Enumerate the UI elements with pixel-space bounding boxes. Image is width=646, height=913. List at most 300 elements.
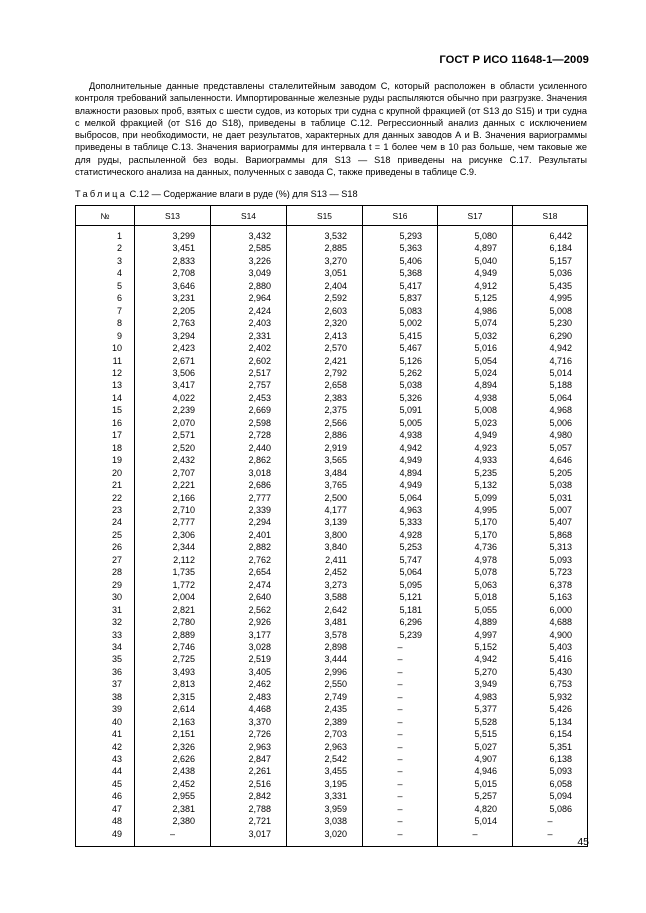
row-number-cell: 27 [76, 554, 135, 566]
value-cell: 5,134 [513, 716, 588, 728]
value-cell: 4,894 [438, 379, 513, 391]
table-row [76, 741, 588, 753]
table-row [76, 267, 588, 279]
table-row [76, 454, 588, 466]
value-cell: 4,646 [513, 454, 588, 466]
value-cell: 2,326 [135, 741, 211, 753]
value-cell: 4,942 [438, 653, 513, 665]
value-cell: 3,049 [211, 267, 287, 279]
value-cell: 5,188 [513, 379, 588, 391]
value-cell: 3,020 [287, 828, 363, 847]
row-number-cell: 14 [76, 392, 135, 404]
value-cell: 6,378 [513, 579, 588, 591]
table-row [76, 716, 588, 728]
value-cell: 5,333 [363, 516, 438, 528]
value-cell: 2,710 [135, 504, 211, 516]
value-cell: 5,181 [363, 604, 438, 616]
value-cell: 4,942 [513, 342, 588, 354]
table-row [76, 753, 588, 765]
row-number-cell: 11 [76, 355, 135, 367]
value-cell: 5,152 [438, 641, 513, 653]
value-cell: 4,889 [438, 616, 513, 628]
value-cell: 5,377 [438, 703, 513, 715]
header-cell-s13: S13 [135, 206, 211, 226]
value-cell: 4,897 [438, 242, 513, 254]
value-cell: 3,273 [287, 579, 363, 591]
value-cell: 2,654 [211, 566, 287, 578]
value-cell: 4,946 [438, 765, 513, 777]
value-cell: 2,721 [211, 815, 287, 827]
value-cell: 5,083 [363, 305, 438, 317]
value-cell: 2,792 [287, 367, 363, 379]
value-cell: 3,800 [287, 529, 363, 541]
value-cell: 2,517 [211, 367, 287, 379]
value-cell: 3,484 [287, 467, 363, 479]
row-number-cell: 44 [76, 765, 135, 777]
value-cell: 5,038 [513, 479, 588, 491]
value-cell: 4,736 [438, 541, 513, 553]
value-cell: 2,862 [211, 454, 287, 466]
header-cell-s16: S16 [363, 206, 438, 226]
value-cell: 5,024 [438, 367, 513, 379]
table-row [76, 442, 588, 454]
value-cell: 2,423 [135, 342, 211, 354]
value-cell: 1,735 [135, 566, 211, 578]
value-cell: – [363, 716, 438, 728]
value-cell: 5,157 [513, 255, 588, 267]
value-cell: 5,351 [513, 741, 588, 753]
table-row [76, 653, 588, 665]
value-cell: 2,728 [211, 429, 287, 441]
row-number-cell: 36 [76, 666, 135, 678]
value-cell: 3,646 [135, 280, 211, 292]
value-cell: 2,749 [287, 691, 363, 703]
value-cell: 5,125 [438, 292, 513, 304]
table-row [76, 417, 588, 429]
table-row [76, 641, 588, 653]
row-number-cell: 42 [76, 741, 135, 753]
value-cell: 4,983 [438, 691, 513, 703]
value-cell: 5,038 [363, 379, 438, 391]
row-number-cell: 5 [76, 280, 135, 292]
row-number-cell: 1 [76, 226, 135, 243]
table-row [76, 317, 588, 329]
table-caption-label: Таблица [75, 189, 128, 199]
value-cell: 2,726 [211, 728, 287, 740]
value-cell: 5,032 [438, 330, 513, 342]
value-cell: 5,014 [438, 815, 513, 827]
value-cell: – [363, 703, 438, 715]
value-cell: 3,949 [438, 678, 513, 690]
header-cell-s14: S14 [211, 206, 287, 226]
value-cell: 5,040 [438, 255, 513, 267]
value-cell: 5,467 [363, 342, 438, 354]
value-cell: 2,500 [287, 492, 363, 504]
value-cell: 3,840 [287, 541, 363, 553]
value-cell: 2,571 [135, 429, 211, 441]
value-cell: 4,986 [438, 305, 513, 317]
value-cell: 2,411 [287, 554, 363, 566]
value-cell: 5,064 [363, 566, 438, 578]
value-cell: 2,166 [135, 492, 211, 504]
table-row [76, 554, 588, 566]
value-cell: 5,078 [438, 566, 513, 578]
row-number-cell: 7 [76, 305, 135, 317]
value-cell: – [363, 815, 438, 827]
table-row [76, 330, 588, 342]
value-cell: 3,195 [287, 778, 363, 790]
value-cell: 2,070 [135, 417, 211, 429]
value-cell: 6,296 [363, 616, 438, 628]
table-header-row [76, 206, 588, 226]
value-cell: – [363, 653, 438, 665]
value-cell: 5,417 [363, 280, 438, 292]
value-cell: 5,074 [438, 317, 513, 329]
value-cell: 2,963 [211, 741, 287, 753]
value-cell: 2,603 [287, 305, 363, 317]
row-number-cell: 45 [76, 778, 135, 790]
value-cell: 4,949 [438, 267, 513, 279]
table-row [76, 815, 588, 827]
value-cell: 4,942 [363, 442, 438, 454]
intro-paragraph: Дополнительные данные представлены сталелитейным заводом С, который расположен в области усиленного контроля требований запыленности. Импортированные железные руды распыляются обычно при разгрузке. Значения влажности разовых проб, взятых с шести судов, из которых три судна с крупной фракцией (от S13 до S15) и три судна с мелкой фракцией (от S16 до S18), приведены в таблице С.12. Регрессионный анализ данных с исключением выбросов, при необходимости, не дает результатов, характерных для данных заводов А и В. Значения вариограммы приведены в таблице С.13. Значения вариограммы для интервала t = 1 более чем в 10 раз больше, чем таковые же для руды, распыленной без воды. Вариограммы для S13 — S18 приведены на рисунке С.17. Результаты статистического анализа на данных, полученных с завода С, также приведены в таблице С.9. [75, 81, 587, 177]
value-cell: 3,331 [287, 790, 363, 802]
value-cell: 5,007 [513, 504, 588, 516]
table-row [76, 492, 588, 504]
value-cell: 2,421 [287, 355, 363, 367]
table-row [76, 504, 588, 516]
value-cell: 2,516 [211, 778, 287, 790]
value-cell: 5,230 [513, 317, 588, 329]
value-cell: 2,520 [135, 442, 211, 454]
header-cell-s17: S17 [438, 206, 513, 226]
value-cell: 2,686 [211, 479, 287, 491]
value-cell: – [438, 828, 513, 847]
value-cell: 4,928 [363, 529, 438, 541]
value-cell: 1,772 [135, 579, 211, 591]
value-cell: 5,270 [438, 666, 513, 678]
value-cell: 2,669 [211, 404, 287, 416]
value-cell: 2,389 [287, 716, 363, 728]
value-cell: 6,058 [513, 778, 588, 790]
row-number-cell: 41 [76, 728, 135, 740]
value-cell: 5,132 [438, 479, 513, 491]
value-cell: 5,095 [363, 579, 438, 591]
value-cell: 2,401 [211, 529, 287, 541]
value-cell: 4,995 [513, 292, 588, 304]
value-cell: 2,452 [287, 566, 363, 578]
row-number-cell: 13 [76, 379, 135, 391]
value-cell: 4,923 [438, 442, 513, 454]
value-cell: 2,004 [135, 591, 211, 603]
value-cell: 5,015 [438, 778, 513, 790]
row-number-cell: 31 [76, 604, 135, 616]
row-number-cell: 17 [76, 429, 135, 441]
row-number-cell: 24 [76, 516, 135, 528]
row-number-cell: 26 [76, 541, 135, 553]
value-cell: 5,170 [438, 516, 513, 528]
value-cell: 2,642 [287, 604, 363, 616]
value-cell: 5,170 [438, 529, 513, 541]
value-cell: 2,438 [135, 765, 211, 777]
value-cell: 6,442 [513, 226, 588, 243]
table-row [76, 579, 588, 591]
value-cell: 2,880 [211, 280, 287, 292]
table-row [76, 429, 588, 441]
row-number-cell: 8 [76, 317, 135, 329]
table-row [76, 728, 588, 740]
table-row [76, 367, 588, 379]
value-cell: 5,163 [513, 591, 588, 603]
value-cell: 5,006 [513, 417, 588, 429]
row-number-cell: 49 [76, 828, 135, 847]
value-cell: 3,506 [135, 367, 211, 379]
value-cell: 2,746 [135, 641, 211, 653]
value-cell: 4,963 [363, 504, 438, 516]
value-cell: 2,882 [211, 541, 287, 553]
value-cell: 4,997 [438, 629, 513, 641]
value-cell: 3,432 [211, 226, 287, 243]
table-caption-title: С.12 — Содержание влаги в руде (%) для S13 — S18 [127, 189, 358, 199]
value-cell: 3,177 [211, 629, 287, 641]
value-cell: 4,933 [438, 454, 513, 466]
table-row [76, 828, 588, 847]
value-cell: 5,126 [363, 355, 438, 367]
value-cell: 2,294 [211, 516, 287, 528]
value-cell: 5,363 [363, 242, 438, 254]
row-number-cell: 21 [76, 479, 135, 491]
value-cell: – [363, 678, 438, 690]
table-row [76, 516, 588, 528]
header-cell-number: № [76, 206, 135, 226]
value-cell: 2,671 [135, 355, 211, 367]
row-number-cell: 40 [76, 716, 135, 728]
value-cell: 2,780 [135, 616, 211, 628]
table-row [76, 591, 588, 603]
value-cell: 2,708 [135, 267, 211, 279]
value-cell: 2,821 [135, 604, 211, 616]
value-cell: – [513, 815, 588, 827]
table-row [76, 541, 588, 553]
row-number-cell: 25 [76, 529, 135, 541]
row-number-cell: 35 [76, 653, 135, 665]
value-cell: 2,955 [135, 790, 211, 802]
value-cell: 5,723 [513, 566, 588, 578]
value-cell: 5,313 [513, 541, 588, 553]
header-cell-s15: S15 [287, 206, 363, 226]
row-number-cell: 22 [76, 492, 135, 504]
value-cell: 2,483 [211, 691, 287, 703]
value-cell: 3,139 [287, 516, 363, 528]
row-number-cell: 10 [76, 342, 135, 354]
value-cell: – [363, 828, 438, 847]
value-cell: 2,963 [287, 741, 363, 753]
value-cell: 3,451 [135, 242, 211, 254]
row-number-cell: 34 [76, 641, 135, 653]
value-cell: 2,885 [287, 242, 363, 254]
value-cell: 5,002 [363, 317, 438, 329]
intro-text [75, 80, 587, 178]
table-row [76, 803, 588, 815]
value-cell: 3,405 [211, 666, 287, 678]
value-cell: 5,515 [438, 728, 513, 740]
value-cell: 2,402 [211, 342, 287, 354]
value-cell: 2,453 [211, 392, 287, 404]
table-row [76, 280, 588, 292]
value-cell: 3,017 [211, 828, 287, 847]
value-cell: – [363, 778, 438, 790]
value-cell: 3,226 [211, 255, 287, 267]
value-cell: 5,121 [363, 591, 438, 603]
value-cell: 2,550 [287, 678, 363, 690]
row-number-cell: 12 [76, 367, 135, 379]
value-cell: 2,404 [287, 280, 363, 292]
value-cell: 2,592 [287, 292, 363, 304]
value-cell: 5,063 [438, 579, 513, 591]
value-cell: 5,262 [363, 367, 438, 379]
value-cell: 5,326 [363, 392, 438, 404]
table-row [76, 242, 588, 254]
table-row [76, 305, 588, 317]
value-cell: 2,519 [211, 653, 287, 665]
value-cell: 5,430 [513, 666, 588, 678]
value-cell: 2,542 [287, 753, 363, 765]
value-cell: – [363, 641, 438, 653]
value-cell: 2,626 [135, 753, 211, 765]
table-row [76, 226, 588, 243]
value-cell: 3,417 [135, 379, 211, 391]
value-cell: 2,440 [211, 442, 287, 454]
value-cell: 2,889 [135, 629, 211, 641]
table-row [76, 529, 588, 541]
value-cell: 5,036 [513, 267, 588, 279]
table-row [76, 778, 588, 790]
value-cell: 5,008 [513, 305, 588, 317]
value-cell: 2,403 [211, 317, 287, 329]
value-cell: 2,964 [211, 292, 287, 304]
value-cell: 5,435 [513, 280, 588, 292]
table-row [76, 604, 588, 616]
value-cell: 5,416 [513, 653, 588, 665]
value-cell: 2,375 [287, 404, 363, 416]
value-cell: 3,532 [287, 226, 363, 243]
moisture-table [75, 205, 588, 847]
value-cell: 5,932 [513, 691, 588, 703]
table-row [76, 379, 588, 391]
value-cell: 2,383 [287, 392, 363, 404]
value-cell: 5,205 [513, 467, 588, 479]
value-cell: 4,949 [363, 454, 438, 466]
value-cell: 2,562 [211, 604, 287, 616]
table-row [76, 292, 588, 304]
value-cell: 2,847 [211, 753, 287, 765]
value-cell: 4,688 [513, 616, 588, 628]
table-row [76, 678, 588, 690]
value-cell: 2,320 [287, 317, 363, 329]
value-cell: 4,995 [438, 504, 513, 516]
value-cell: 3,038 [287, 815, 363, 827]
value-cell: 6,138 [513, 753, 588, 765]
value-cell: 5,094 [513, 790, 588, 802]
value-cell: 4,968 [513, 404, 588, 416]
value-cell: 2,886 [287, 429, 363, 441]
value-cell: 3,565 [287, 454, 363, 466]
value-cell: 6,000 [513, 604, 588, 616]
value-cell: 2,777 [211, 492, 287, 504]
value-cell: 5,080 [438, 226, 513, 243]
row-number-cell: 20 [76, 467, 135, 479]
value-cell: 5,747 [363, 554, 438, 566]
value-cell: 2,462 [211, 678, 287, 690]
value-cell: 5,023 [438, 417, 513, 429]
table-row [76, 616, 588, 628]
page-number: 45 [577, 836, 589, 848]
value-cell: 2,432 [135, 454, 211, 466]
value-cell: 2,763 [135, 317, 211, 329]
value-cell: 4,820 [438, 803, 513, 815]
value-cell: 2,452 [135, 778, 211, 790]
value-cell: 5,016 [438, 342, 513, 354]
value-cell: 5,253 [363, 541, 438, 553]
value-cell: 2,112 [135, 554, 211, 566]
value-cell: 2,413 [287, 330, 363, 342]
value-cell: 2,777 [135, 516, 211, 528]
value-cell: 3,578 [287, 629, 363, 641]
value-cell: – [363, 753, 438, 765]
table-row [76, 703, 588, 715]
row-number-cell: 39 [76, 703, 135, 715]
value-cell: 2,566 [287, 417, 363, 429]
value-cell: 4,980 [513, 429, 588, 441]
table-row [76, 790, 588, 802]
value-cell: 3,493 [135, 666, 211, 678]
value-cell: 2,725 [135, 653, 211, 665]
value-cell: 2,762 [211, 554, 287, 566]
row-number-cell: 6 [76, 292, 135, 304]
table-caption [75, 189, 358, 199]
table-row [76, 629, 588, 641]
value-cell: 3,231 [135, 292, 211, 304]
value-cell: 5,257 [438, 790, 513, 802]
value-cell: 2,339 [211, 504, 287, 516]
value-cell: 4,978 [438, 554, 513, 566]
value-cell: 2,996 [287, 666, 363, 678]
value-cell: – [363, 803, 438, 815]
row-number-cell: 9 [76, 330, 135, 342]
value-cell: 3,018 [211, 467, 287, 479]
value-cell: 3,588 [287, 591, 363, 603]
row-number-cell: 46 [76, 790, 135, 802]
row-number-cell: 37 [76, 678, 135, 690]
value-cell: 5,868 [513, 529, 588, 541]
value-cell: 5,293 [363, 226, 438, 243]
value-cell: 5,406 [363, 255, 438, 267]
value-cell: 5,064 [513, 392, 588, 404]
row-number-cell: 18 [76, 442, 135, 454]
value-cell: 2,757 [211, 379, 287, 391]
value-cell: 4,022 [135, 392, 211, 404]
document-header: ГОСТ Р ИСО 11648-1—2009 [439, 54, 589, 66]
value-cell: 5,018 [438, 591, 513, 603]
value-cell: 2,570 [287, 342, 363, 354]
value-cell: 3,028 [211, 641, 287, 653]
value-cell: – [135, 828, 211, 847]
table-row [76, 342, 588, 354]
value-cell: 2,813 [135, 678, 211, 690]
value-cell: – [363, 790, 438, 802]
value-cell: 3,051 [287, 267, 363, 279]
value-cell: 3,455 [287, 765, 363, 777]
